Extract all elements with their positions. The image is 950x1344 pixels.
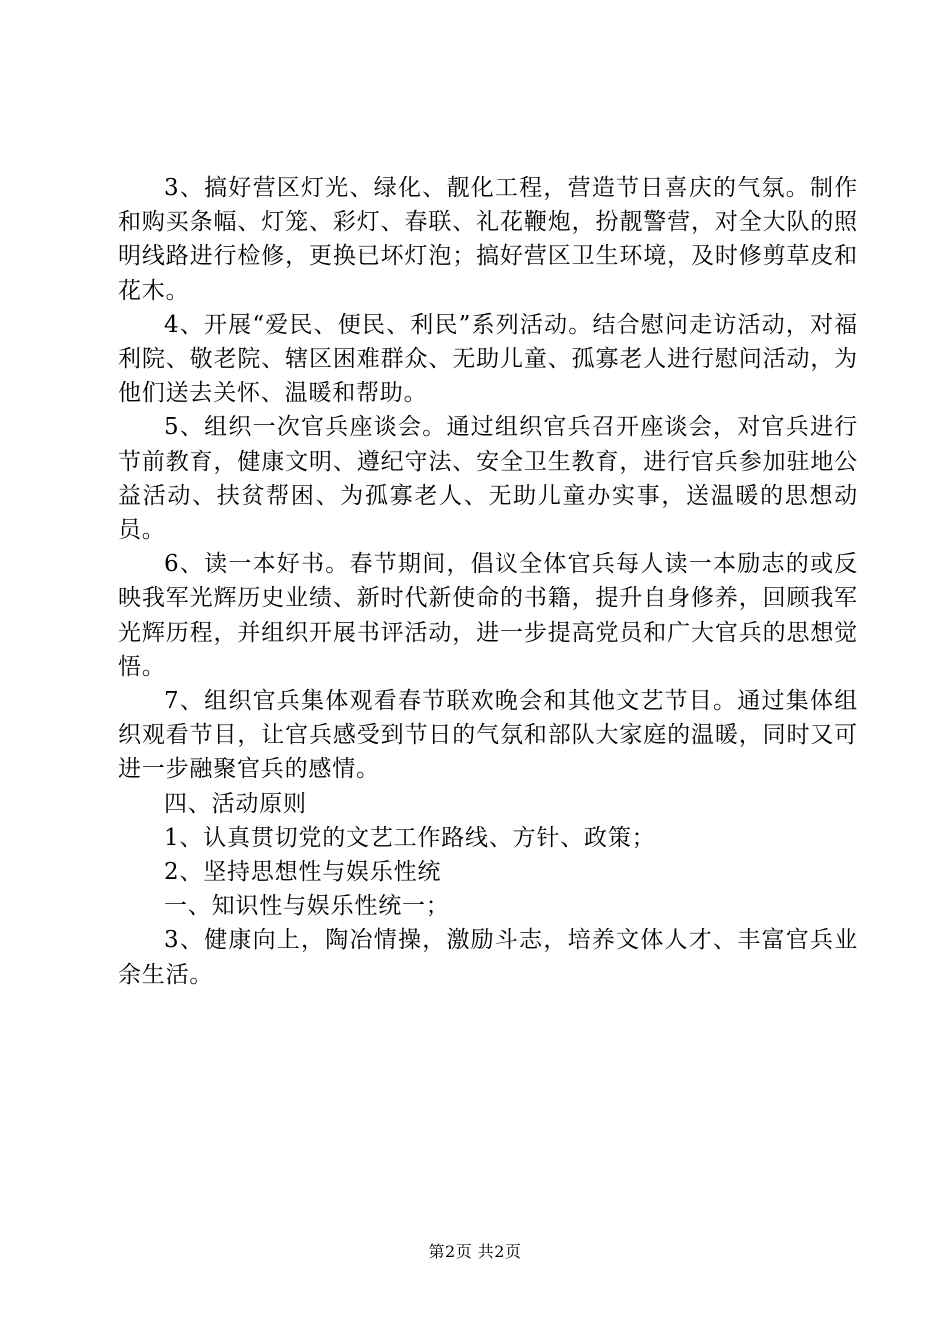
principle-item-2: 2、坚持思想性与娱乐性统: [164, 859, 442, 886]
section-heading-principles: 四、活动原则: [164, 790, 307, 817]
document-body: [118, 171, 858, 992]
paragraph-item-6-reading: 6、读一本好书。春节期间，倡议全体官兵每人读一本励志的或反映我军光辉历史业绩、新时代新使命的书籍，提升自身修养，回顾我军光辉历程，并组织开展书评活动，进一步提高党员和广大官兵的思想觉悟。: [118, 551, 858, 680]
paragraph-item-7-gala: 7、组织官兵集体观看春节联欢晚会和其他文艺节目。通过集体组织观看节目，让官兵感受到节日的气氛和部队大家庭的温暖，同时又可进一步融聚官兵的感情。: [118, 688, 858, 783]
page-footer: [0, 1242, 950, 1262]
page-number-label: 第2页 共2页: [428, 1242, 522, 1261]
paragraph-item-3-decoration: 3、搞好营区灯光、绿化、靓化工程，营造节日喜庆的气氛。制作和购买条幅、灯笼、彩灯、春联、礼花鞭炮，扮靓警营，对全大队的照明线路进行检修，更换已坏灯泡；搞好营区卫生环境，及时修剪草皮和花木。: [118, 175, 858, 304]
principle-item-2-continued: 一、知识性与娱乐性统一；: [164, 893, 450, 920]
paragraph-item-5-forum: 5、组织一次官兵座谈会。通过组织官兵召开座谈会，对官兵进行节前教育，健康文明、遵纪守法、安全卫生教育，进行官兵参加驻地公益活动、扶贫帮困、为孤寡老人、无助儿童办实事，送温暖的思想动员。: [118, 414, 858, 544]
principle-item-3: 3、健康向上，陶冶情操，激励斗志，培养文体人才、丰富官兵业余生活。: [118, 927, 858, 988]
principle-item-1: 1、认真贯切党的文艺工作路线、方针、政策；: [164, 824, 656, 851]
paragraph-item-4-outreach: 4、开展“爱民、便民、利民”系列活动。结合慰问走访活动，对福利院、敬老院、辖区困难群众、无助儿童、孤寡老人进行慰问活动，为他们送去关怀、温暖和帮助。: [118, 311, 858, 407]
